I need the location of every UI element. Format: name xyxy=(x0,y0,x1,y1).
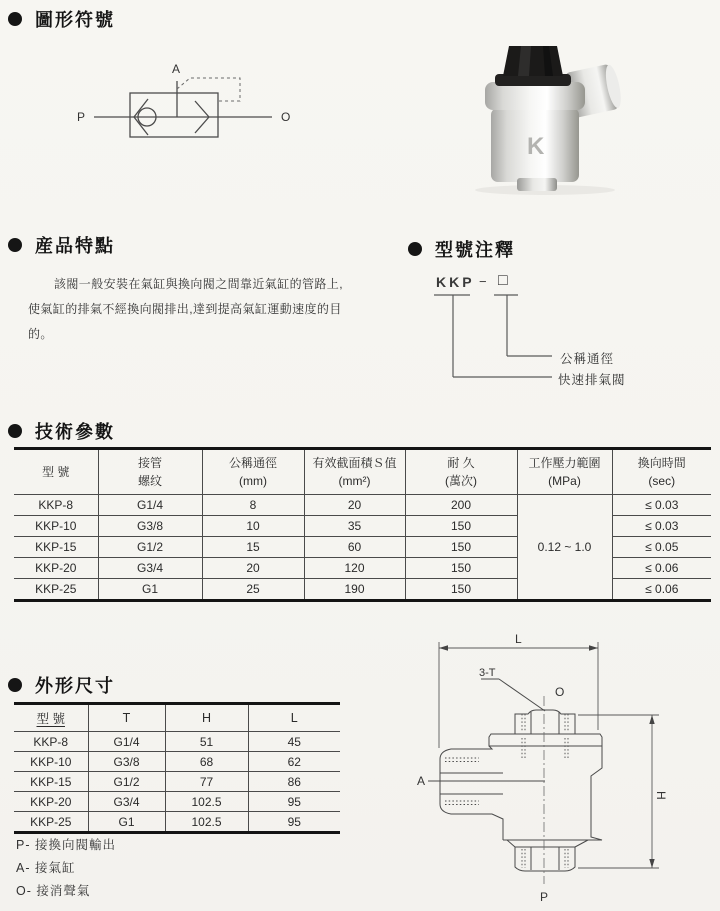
cell-thread: G1/4 xyxy=(98,495,202,516)
col-header-bore: 公稱通徑 (mm) xyxy=(202,449,304,495)
section-heading-technical-parameters xyxy=(8,418,115,444)
drawing-dim-l-label: L xyxy=(515,632,522,646)
brand-mark: K xyxy=(527,133,545,160)
table-row xyxy=(14,495,711,516)
pilot-dashed-line xyxy=(177,78,240,101)
outline-dimension-drawing xyxy=(395,618,720,908)
section-title: 圖形符號 xyxy=(35,10,115,30)
col-header-h: H xyxy=(165,704,248,732)
cell-bore: 25 xyxy=(202,579,304,601)
drawing-dim-h-label: H xyxy=(654,791,668,800)
cell-model: KKP-8 xyxy=(14,732,88,752)
cell-model: KKP-25 xyxy=(14,812,88,833)
note-o: O- 接消聲氣 xyxy=(16,884,91,898)
col-header-pressure: 工作壓力範圍 (MPa) xyxy=(517,449,612,495)
cell-model: KKP-20 xyxy=(14,792,88,812)
table-row xyxy=(14,792,340,812)
cell-model: KKP-15 xyxy=(14,537,98,558)
cell-t: G3/8 xyxy=(88,752,165,772)
col-header-model: 型 號 xyxy=(14,704,88,732)
drawing-port-a-label: A xyxy=(417,774,426,788)
cell-l: 95 xyxy=(248,812,340,833)
bottom-fitting xyxy=(517,178,557,191)
col-header-l: L xyxy=(248,704,340,732)
cell-h: 77 xyxy=(165,772,248,792)
cell-h: 102.5 xyxy=(165,792,248,812)
symbol-port-p-label: P xyxy=(77,110,86,124)
cell-time: ≤ 0.06 xyxy=(612,558,711,579)
cell-durability: 150 xyxy=(405,558,517,579)
pressure-range-cell: 0.12 ~ 1.0 xyxy=(517,495,612,601)
collar-ring xyxy=(485,82,585,110)
cell-area: 190 xyxy=(304,579,405,601)
cell-durability: 150 xyxy=(405,516,517,537)
bullet-icon xyxy=(8,238,22,252)
model-notation-diagram xyxy=(420,270,710,400)
col-header-thread: 接管 螺纹 xyxy=(98,449,202,495)
dim-line-l xyxy=(439,642,598,748)
cell-thread: G3/8 xyxy=(98,516,202,537)
table-row xyxy=(14,732,340,752)
note-a: A- 接氣缸 xyxy=(16,861,76,875)
note-p: P- 接換向閥輸出 xyxy=(16,838,116,852)
cell-area: 35 xyxy=(304,516,405,537)
features-paragraph: 該閥一般安裝在氣缸與換向閥之間靠近氣缸的管路上,使氣缸的排氣不經換向閥排出,達到提高氣缸運動速度的目的。 xyxy=(28,277,343,341)
section-title: 産品特點 xyxy=(35,236,115,256)
drawing-port-p-label: P xyxy=(540,890,549,904)
product-photo xyxy=(465,30,635,195)
col-header-durability: 耐 久 (萬次) xyxy=(405,449,517,495)
cell-area: 60 xyxy=(304,537,405,558)
section-heading-product-features xyxy=(8,232,115,258)
bullet-icon xyxy=(8,678,22,692)
table-row xyxy=(14,812,340,833)
tech-params-table xyxy=(14,447,711,602)
cell-l: 62 xyxy=(248,752,340,772)
dim-header-row xyxy=(14,704,340,732)
cell-l: 95 xyxy=(248,792,340,812)
symbol-port-o-label: O xyxy=(281,110,291,124)
cell-l: 86 xyxy=(248,772,340,792)
symbol-port-a-label: A xyxy=(172,62,181,76)
cell-time: ≤ 0.05 xyxy=(612,537,711,558)
section-heading-model-notation xyxy=(408,236,515,262)
cell-h: 68 xyxy=(165,752,248,772)
drawing-port-o-label: O xyxy=(555,685,565,699)
cell-model: KKP-10 xyxy=(14,752,88,772)
cell-time: ≤ 0.03 xyxy=(612,516,711,537)
cell-l: 45 xyxy=(248,732,340,752)
cell-h: 51 xyxy=(165,732,248,752)
bullet-icon xyxy=(8,424,22,438)
model-separator: − xyxy=(479,274,487,289)
cell-thread: G1 xyxy=(98,579,202,601)
cell-thread: G1/2 xyxy=(98,537,202,558)
cell-t: G1 xyxy=(88,812,165,833)
cell-h: 102.5 xyxy=(165,812,248,833)
cell-bore: 8 xyxy=(202,495,304,516)
dimensions-table xyxy=(14,702,340,834)
cell-bore: 10 xyxy=(202,516,304,537)
hex-cap xyxy=(503,46,563,76)
callout-valve: 快速排氣閥 xyxy=(558,373,626,387)
model-prefix: KKP xyxy=(436,274,475,290)
callout-bore: 公稱通徑 xyxy=(560,352,615,366)
cell-durability: 150 xyxy=(405,537,517,558)
table-row xyxy=(14,752,340,772)
cell-model: KKP-10 xyxy=(14,516,98,537)
section-title: 外形尺寸 xyxy=(35,676,115,696)
cell-time: ≤ 0.06 xyxy=(612,579,711,601)
table-row xyxy=(14,772,340,792)
model-placeholder-box: □ xyxy=(498,272,508,289)
cell-durability: 200 xyxy=(405,495,517,516)
cell-model: KKP-25 xyxy=(14,579,98,601)
bullet-icon xyxy=(408,242,422,256)
section-heading-graphic-symbol xyxy=(8,6,115,32)
cell-time: ≤ 0.03 xyxy=(612,495,711,516)
drawing-thread-label: 3-T xyxy=(479,667,496,679)
cell-model: KKP-20 xyxy=(14,558,98,579)
bullet-icon xyxy=(8,12,22,26)
cell-bore: 15 xyxy=(202,537,304,558)
pneumatic-symbol-diagram xyxy=(60,55,310,180)
cell-model: KKP-8 xyxy=(14,495,98,516)
cell-area: 120 xyxy=(304,558,405,579)
cell-durability: 150 xyxy=(405,579,517,601)
cell-t: G1/4 xyxy=(88,732,165,752)
cell-t: G1/2 xyxy=(88,772,165,792)
col-header-time: 換向時間 (sec) xyxy=(612,449,711,495)
cell-model: KKP-15 xyxy=(14,772,88,792)
col-header-model: 型 號 xyxy=(14,449,98,495)
cell-t: G3/4 xyxy=(88,792,165,812)
col-header-area: 有效截面積Ｓ值 (mm²) xyxy=(304,449,405,495)
cell-thread: G3/4 xyxy=(98,558,202,579)
tech-header-row xyxy=(14,449,711,495)
section-heading-outline-dimensions xyxy=(8,672,115,698)
section-title: 技術參數 xyxy=(35,422,115,442)
port-notes xyxy=(16,834,116,903)
dim-line-h xyxy=(578,715,659,868)
section-title: 型號注釋 xyxy=(435,240,515,260)
col-header-t: T xyxy=(88,704,165,732)
cell-area: 20 xyxy=(304,495,405,516)
cell-bore: 20 xyxy=(202,558,304,579)
